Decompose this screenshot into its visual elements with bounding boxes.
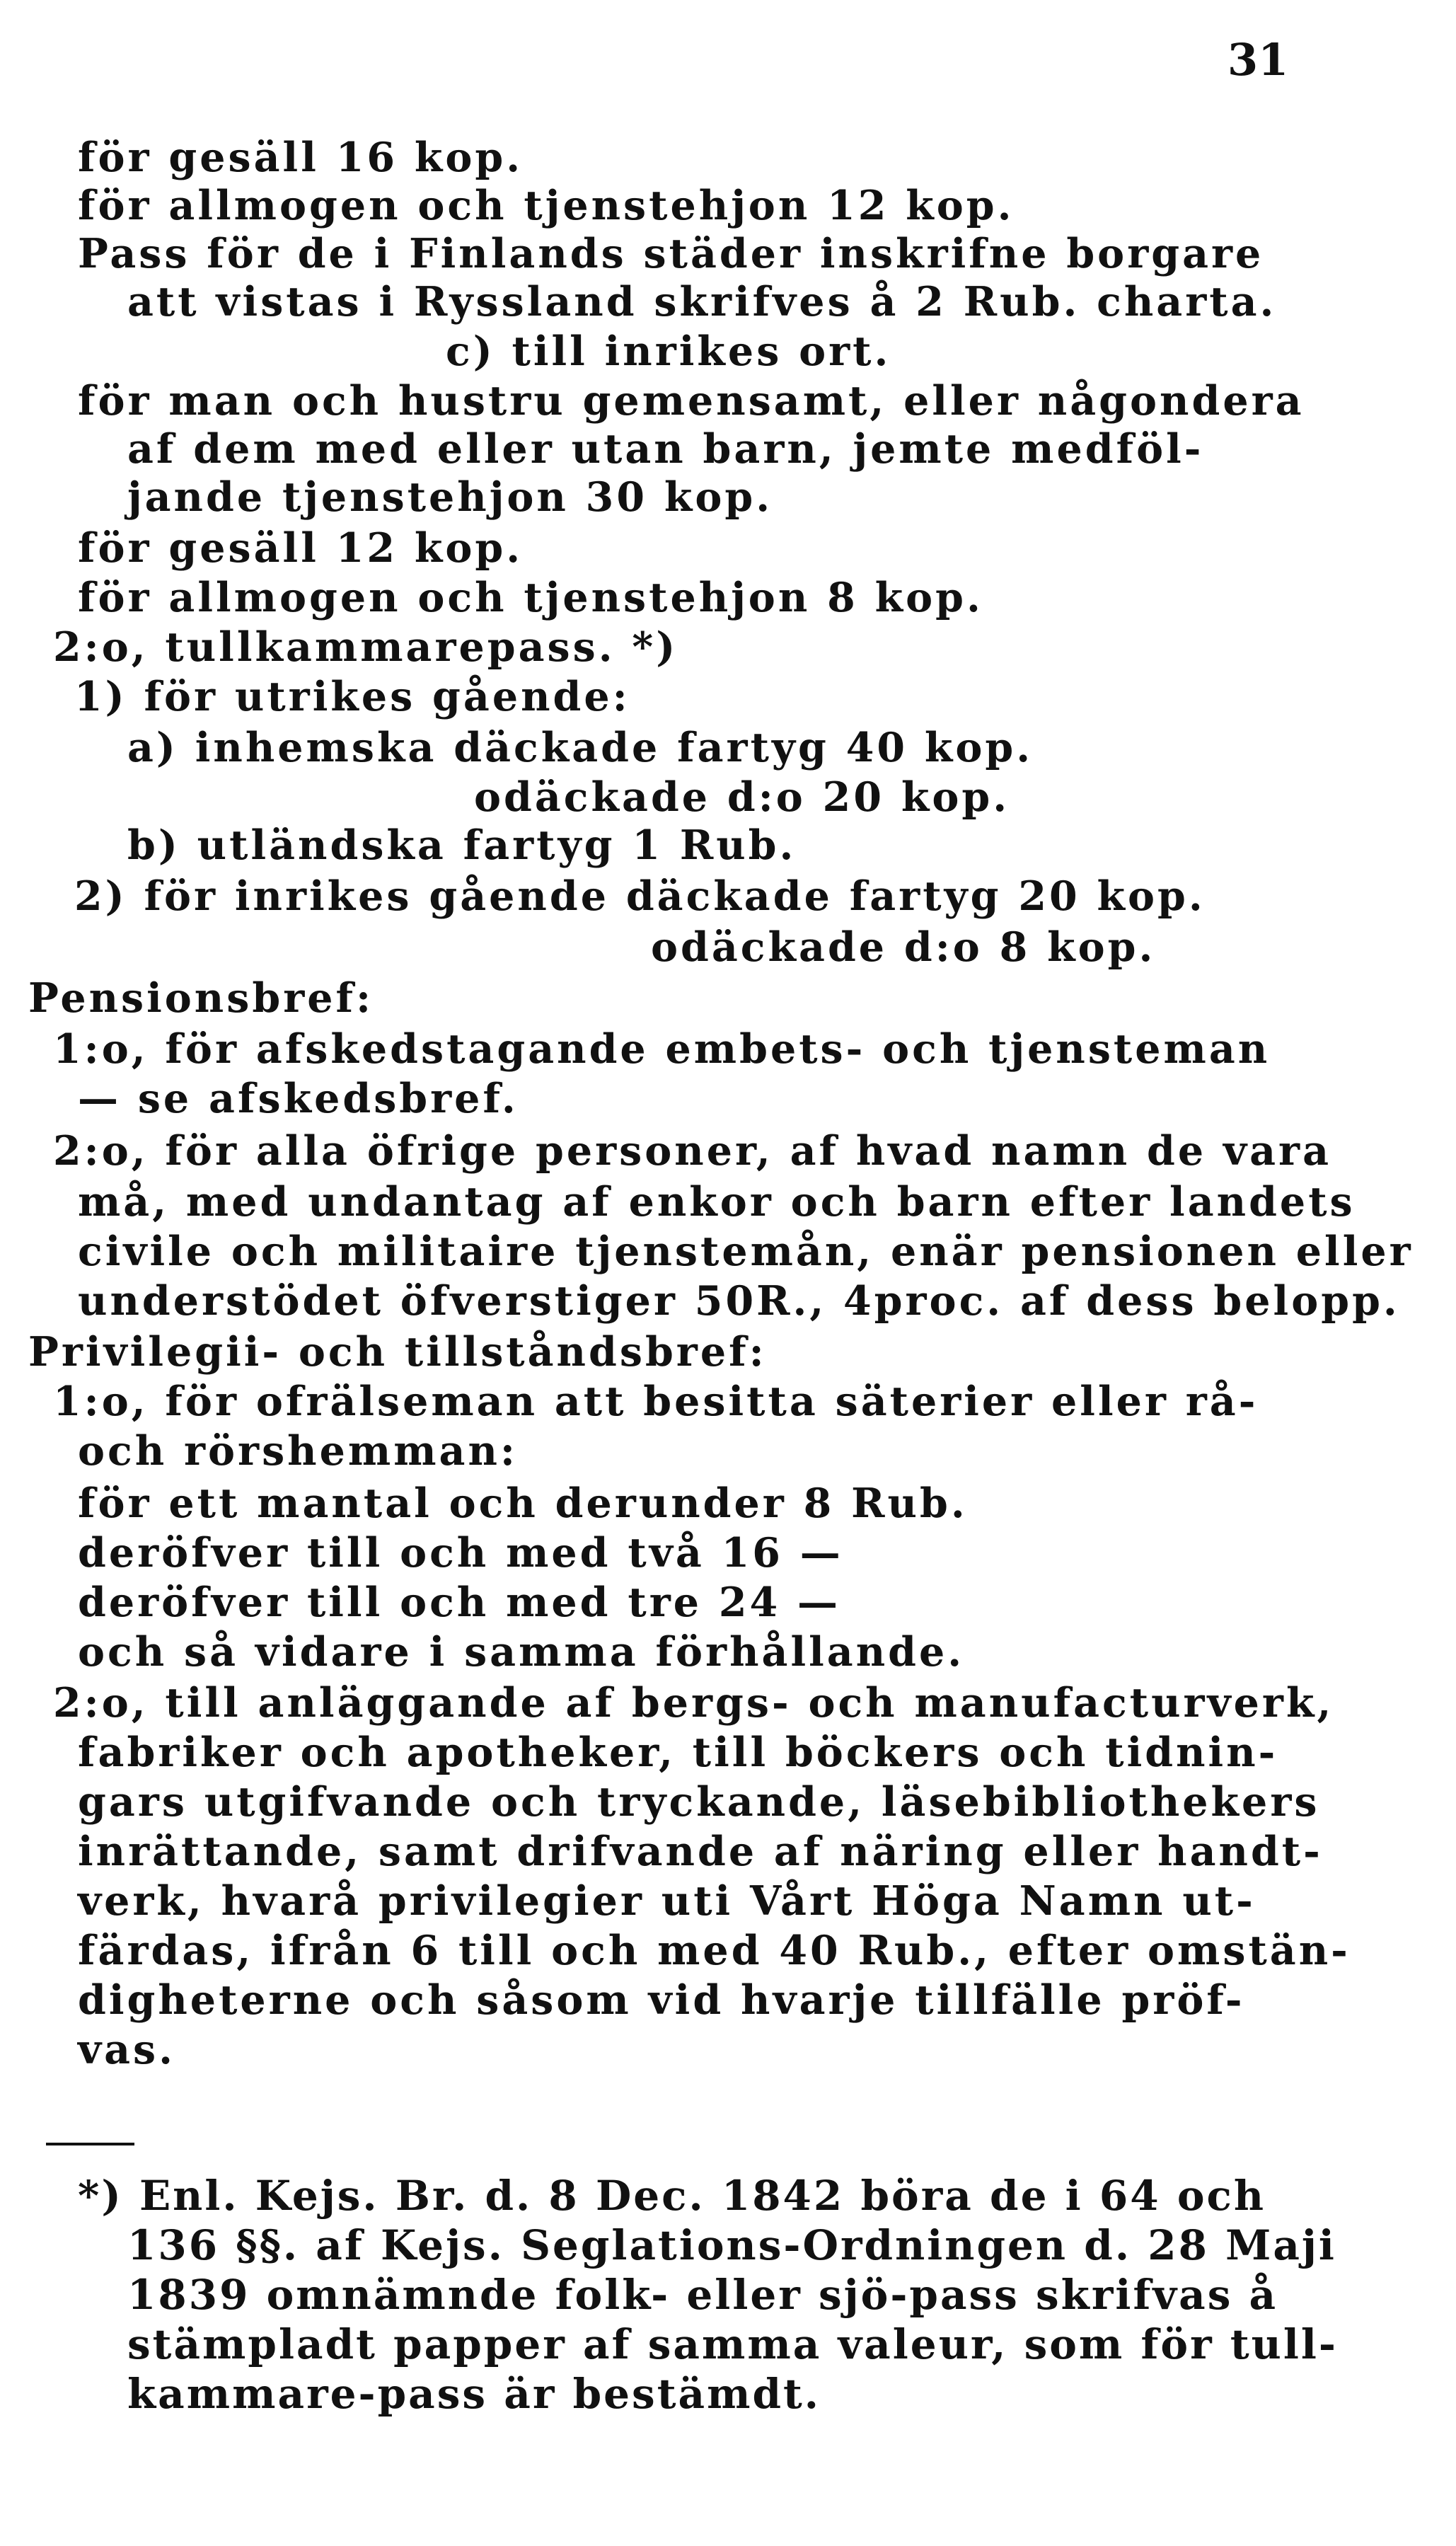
footnote-line: 1839 omnämnde folk- eller sjö-pass skrifvas å	[127, 2271, 1278, 2319]
section-heading: Pensionsbref:	[28, 974, 374, 1022]
text-line: — se afskedsbref.	[78, 1075, 519, 1122]
text-line: deröfver till och med tre 24 —	[78, 1579, 841, 1626]
text-line: digheterne och såsom vid hvarje tillfälle pröf-	[78, 1976, 1245, 2024]
text-line: 2:o, till anläggande af bergs- och manufacturverk,	[53, 1679, 1334, 1727]
text-line: verk, hvarå privilegier uti Vårt Höga Namn ut-	[78, 1877, 1256, 1925]
text-line: vas.	[78, 2026, 175, 2073]
text-line: och så vidare i samma förhållande.	[78, 1628, 965, 1676]
text-line: Pass för de i Finlands städer inskrifne borgare	[78, 230, 1264, 277]
text-line: 2:o, för alla öfrige personer, af hvad namn de vara	[53, 1127, 1332, 1175]
text-line: deröfver till och med två 16 —	[78, 1529, 843, 1577]
text-line: odäckade d:o 20 kop.	[474, 773, 1010, 821]
text-line: 1:o, för ofrälseman att besitta säterier eller rå-	[53, 1378, 1259, 1425]
text-line: 1:o, för afskedstagande embets- och tjensteman	[53, 1025, 1271, 1073]
footnote-divider	[46, 2143, 134, 2145]
page-number: 31	[1227, 34, 1289, 86]
text-line: för allmogen och tjenstehjon 12 kop.	[78, 182, 1015, 229]
text-line: af dem med eller utan barn, jemte medföl-	[127, 425, 1204, 473]
text-line: att vistas i Ryssland skrifves å 2 Rub. charta.	[127, 278, 1277, 326]
footnote-line: 136 §§. af Kejs. Seglations-Ordningen d. 28 Maji	[127, 2221, 1336, 2269]
footnote-line: *) Enl. Kejs. Br. d. 8 Dec. 1842 böra de i 64 och	[78, 2172, 1266, 2220]
footnote-line: stämpladt papper af samma valeur, som för tull-	[127, 2320, 1338, 2368]
text-line: för gesäll 16 kop.	[78, 134, 524, 181]
text-line: färdas, ifrån 6 till och med 40 Rub., efter omstän-	[78, 1927, 1351, 1974]
text-line: fabriker och apotheker, till böckers och tidnin-	[78, 1729, 1278, 1776]
text-line: jande tjenstehjon 30 kop.	[127, 473, 773, 521]
text-line: gars utgifvande och tryckande, läsebibliothekers	[78, 1778, 1320, 1826]
text-line: för ett mantal och derunder 8 Rub.	[78, 1480, 968, 1527]
text-line: odäckade d:o 8 kop.	[651, 923, 1156, 971]
text-line: för gesäll 12 kop.	[78, 524, 524, 572]
text-line: och rörshemman:	[78, 1427, 518, 1475]
text-line: för allmogen och tjenstehjon 8 kop.	[78, 574, 983, 621]
text-line: c) till inrikes ort.	[446, 328, 891, 375]
section-heading: Privilegii- och tillståndsbref:	[28, 1328, 767, 1376]
text-line: 2:o, tullkammarepass. *)	[53, 623, 678, 671]
text-line: civile och militaire tjenstemån, enär pensionen eller	[78, 1228, 1414, 1275]
text-line: 1) för utrikes gående:	[74, 673, 630, 720]
text-line: inrättande, samt drifvande af näring eller handt-	[78, 1828, 1323, 1875]
text-line: för man och hustru gemensamt, eller någondera	[78, 377, 1305, 425]
text-line: 2) för inrikes gående däckade fartyg 20 kop.	[74, 872, 1206, 920]
text-line: understödet öfverstiger 50R., 4proc. af dess belopp.	[78, 1277, 1400, 1325]
text-line: a) inhemska däckade fartyg 40 kop.	[127, 724, 1034, 771]
text-line: må, med undantag af enkor och barn efter landets	[78, 1178, 1356, 1226]
text-line: b) utländska fartyg 1 Rub.	[127, 822, 797, 869]
footnote-line: kammare-pass är bestämdt.	[127, 2370, 821, 2418]
